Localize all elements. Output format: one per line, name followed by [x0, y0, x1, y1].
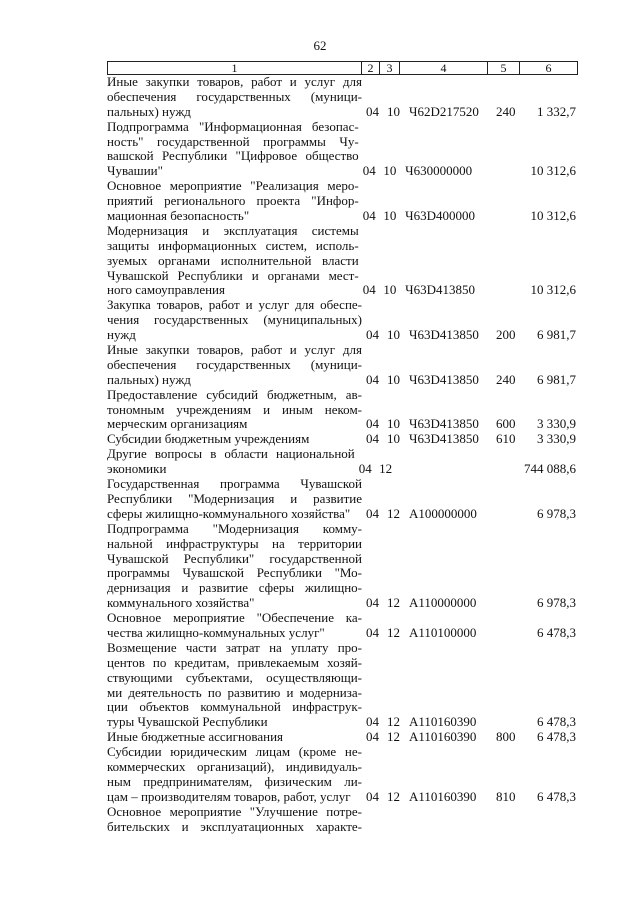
row-description — [107, 343, 362, 388]
target-article-code: A110000000 — [409, 595, 477, 611]
amount: 6 478,3 — [537, 729, 576, 745]
table-row — [107, 120, 578, 180]
row-description — [107, 447, 355, 477]
table-row — [107, 611, 578, 641]
subsection-code: 10 — [387, 371, 400, 387]
description-line: Чувашской Республики" государственной — [107, 550, 362, 566]
description-line: чества жилищно-коммунальных услуг" — [107, 624, 325, 640]
description-line: центов по кредитам, привлекаемым хозяй- — [107, 654, 362, 670]
expense-type-code — [496, 626, 536, 641]
description-line: сферы жилищно-коммунального хозяйства" — [107, 505, 351, 521]
description-line: Чувашии" — [107, 163, 163, 179]
subsection-code: 12 — [387, 624, 400, 640]
description-line: туры Чувашской Республики — [107, 714, 268, 730]
amount: 6 981,7 — [537, 327, 576, 343]
row-description — [107, 224, 359, 298]
description-line: ного самоуправления — [107, 282, 225, 298]
section-code: 04 — [362, 208, 376, 224]
amount: 1 332,7 — [537, 103, 576, 119]
table-row — [107, 522, 578, 611]
table-row — [107, 224, 578, 298]
expense-type-code: 240 — [496, 371, 516, 387]
subsection-code: 12 — [379, 461, 393, 477]
description-line: Иные закупки товаров, работ и услуг для — [107, 74, 362, 89]
row-description — [107, 75, 362, 120]
subsection-code — [387, 820, 407, 835]
row-description — [107, 120, 359, 180]
expense-type-code: 240 — [496, 103, 516, 119]
target-article-code: Ч63D400000 — [405, 208, 475, 224]
amount: 6 478,3 — [537, 714, 576, 730]
description-line: ствующими субъектами, осуществляющи- — [107, 669, 362, 685]
description-line: Другие вопросы в области национальной — [107, 446, 355, 462]
subsection-code: 10 — [387, 103, 400, 119]
description-line: коммунального хозяйства" — [107, 595, 255, 611]
description-line: вашской Республики "Цифровое общество — [107, 148, 359, 164]
expense-type-code: 810 — [496, 788, 516, 804]
amount: 6 978,3 — [537, 595, 576, 611]
table-row — [107, 745, 578, 805]
section-code: 04 — [362, 163, 376, 179]
description-line: Модернизация и эксплуатация системы — [107, 222, 359, 238]
amount: 6 978,3 — [537, 505, 576, 521]
expense-type-code — [491, 283, 530, 298]
row-description — [107, 805, 362, 835]
amount: 10 312,6 — [530, 208, 577, 224]
description-line: обеспечения государственных (муници- — [107, 356, 362, 372]
amount: 10 312,6 — [530, 163, 577, 179]
expense-type-code — [496, 715, 536, 730]
description-line: защиты информационных систем, исполь- — [107, 237, 359, 253]
table-row — [107, 805, 578, 835]
header-col-3: 3 — [380, 62, 400, 74]
row-description — [107, 179, 359, 224]
section-code: 04 — [366, 103, 379, 119]
amount: 6 478,3 — [537, 788, 576, 804]
description-line: Субсидии бюджетным учреждениям — [107, 431, 310, 447]
description-line: программы Чувашской Республики "Мо- — [107, 565, 362, 581]
target-article-code: A110160390 — [409, 788, 477, 804]
target-article-code: Ч63D413850 — [405, 282, 475, 298]
expense-type-code — [491, 164, 530, 179]
target-article-code: Ч630000000 — [405, 163, 473, 179]
expense-type-code: 610 — [496, 431, 516, 447]
subsection-code: 10 — [383, 282, 397, 298]
description-line: обеспечения государственных (муници- — [107, 88, 362, 104]
description-line: экономики — [107, 461, 167, 477]
description-line: Республики "Модернизация и развитие — [107, 490, 362, 506]
amount: 744 088,6 — [524, 461, 576, 477]
table-row — [107, 730, 578, 745]
description-line: Субсидии юридическим лицам (кроме не- — [107, 744, 362, 760]
subsection-code: 10 — [387, 327, 400, 343]
table-row — [107, 343, 578, 388]
subsection-code: 10 — [383, 208, 397, 224]
description-line: Закупка товаров, работ и услуг для обеспе- — [107, 297, 362, 313]
description-line: ми деятельность по развитию и модерниза- — [107, 684, 362, 700]
description-line: цам – производителям товаров, работ, услуг — [107, 788, 351, 804]
table-row — [107, 432, 578, 447]
description-line: мерческим организациям — [107, 416, 248, 432]
description-line: зуемых органами исполнительной власти — [107, 252, 359, 268]
amount: 6 981,7 — [537, 371, 576, 387]
section-code: 04 — [366, 431, 379, 447]
expense-type-code — [491, 209, 530, 224]
description-line: приятий регионального проекта "Инфор- — [107, 193, 359, 209]
description-line: Основное мероприятие "Реализация меро- — [107, 178, 359, 194]
description-line: Основное мероприятие "Улучшение потре- — [107, 803, 362, 819]
section-code: 04 — [366, 788, 379, 804]
section-code: 04 — [366, 595, 379, 611]
amount: 10 312,6 — [530, 282, 577, 298]
table-row — [107, 641, 578, 730]
subsection-code: 12 — [387, 595, 400, 611]
description-line: нужд — [107, 327, 136, 343]
amount — [536, 820, 578, 835]
expense-type-code — [496, 507, 536, 522]
section-code: 04 — [366, 729, 379, 745]
subsection-code: 12 — [387, 505, 400, 521]
section-code: 04 — [366, 624, 379, 640]
table-row — [107, 388, 578, 433]
description-line: тономным учреждениям и иным неком- — [107, 401, 362, 417]
description-line: Основное мероприятие "Обеспечение ка- — [107, 610, 362, 626]
expense-type-code — [496, 596, 536, 611]
header-col-1: 1 — [108, 62, 362, 74]
description-line: Подпрограмма "Модернизация комму- — [107, 520, 362, 536]
target-article-code: A110100000 — [409, 624, 477, 640]
subsection-code: 12 — [387, 788, 400, 804]
row-description — [107, 641, 362, 730]
subsection-code: 10 — [387, 416, 400, 432]
description-line: ность" государственной программы Чу- — [107, 133, 359, 149]
header-col-6: 6 — [545, 61, 552, 75]
header-col-5: 5 — [488, 62, 520, 74]
description-line: Предоставление субсидий бюджетным, ав- — [107, 386, 362, 402]
row-description — [107, 611, 362, 641]
target-article-code: A100000000 — [409, 505, 477, 521]
section-code: 04 — [366, 714, 379, 730]
table-row — [107, 75, 578, 120]
description-line: пальных) нужд — [107, 371, 191, 387]
row-description — [107, 730, 362, 745]
row-description — [107, 432, 362, 447]
table-header — [107, 61, 578, 75]
row-description — [107, 477, 362, 522]
description-line: коммерческих организаций), индивидуаль- — [107, 758, 362, 774]
expense-type-code: 600 — [496, 416, 516, 432]
target-article-code: A110160390 — [409, 729, 477, 745]
target-article-code — [407, 820, 496, 835]
section-code: 04 — [366, 371, 379, 387]
header-col-4: 4 — [400, 62, 488, 74]
subsection-code: 10 — [387, 431, 400, 447]
expense-type-code — [496, 820, 536, 835]
target-article-code — [399, 462, 486, 477]
section-code: 04 — [362, 282, 376, 298]
section-code: 04 — [366, 505, 379, 521]
description-line: Государственная программа Чувашской — [107, 476, 362, 492]
expense-type-code — [485, 462, 524, 477]
expense-type-code: 200 — [496, 327, 516, 343]
description-line: пальных) нужд — [107, 103, 191, 119]
description-line: бительских и эксплуатационных характе- — [107, 818, 362, 834]
row-description — [107, 298, 362, 343]
description-line: нальной инфраструктуры на территории — [107, 535, 362, 551]
table-body — [107, 75, 578, 834]
section-code: 04 — [366, 327, 379, 343]
target-article-code: Ч63D413850 — [409, 327, 479, 343]
description-line: мационная безопасность" — [107, 208, 250, 224]
section-code — [362, 820, 387, 835]
description-line: чения государственных (муниципальных) — [107, 312, 362, 328]
table-row — [107, 298, 578, 343]
target-article-code: A110160390 — [409, 714, 477, 730]
section-code: 04 — [366, 416, 379, 432]
row-description — [107, 745, 362, 805]
description-line: Возмещение части затрат на уплату про- — [107, 639, 362, 655]
description-line: дернизация и развитие сферы жилищно- — [107, 580, 362, 596]
table-row — [107, 477, 578, 522]
section-code: 04 — [358, 461, 372, 477]
description-line: ции объектов коммунальной инфраструк- — [107, 699, 362, 715]
row-description — [107, 522, 362, 611]
description-line: Иные закупки товаров, работ и услуг для — [107, 342, 362, 358]
table-row — [107, 179, 578, 224]
amount: 3 330,9 — [537, 416, 576, 432]
description-line: Иные бюджетные ассигнования — [107, 729, 284, 745]
target-article-code: Ч63D413850 — [409, 431, 479, 447]
row-description — [107, 388, 362, 433]
subsection-code: 12 — [387, 729, 400, 745]
description-line: Подпрограмма "Информационная безопас- — [107, 118, 359, 134]
amount: 6 478,3 — [537, 624, 576, 640]
subsection-code: 12 — [387, 714, 400, 730]
table-row — [107, 447, 578, 477]
subsection-code: 10 — [383, 163, 397, 179]
description-line: Чувашской Республики и органами мест- — [107, 267, 359, 283]
description-line: ным предпринимателям, физическим ли- — [107, 773, 362, 789]
target-article-code: Ч63D413850 — [409, 416, 479, 432]
page-number: 62 — [313, 38, 327, 53]
amount: 3 330,9 — [537, 431, 576, 447]
target-article-code: Ч63D413850 — [409, 371, 479, 387]
header-col-2: 2 — [362, 62, 380, 74]
target-article-code: Ч62D217520 — [409, 103, 479, 119]
expense-type-code: 800 — [496, 729, 516, 745]
